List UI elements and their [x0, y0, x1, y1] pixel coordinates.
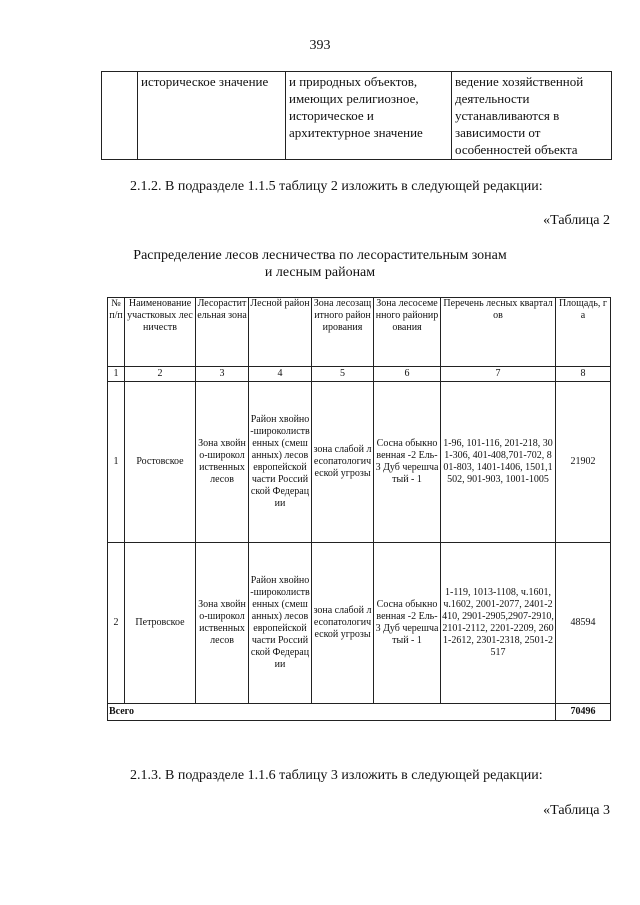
column-number: 4 — [249, 367, 312, 382]
paragraph-2-1-3: 2.1.3. В подразделе 1.1.6 таблицу 3 изложить в следующей редакции: — [130, 768, 543, 783]
header-cell: Наименование участковых лесничеств — [125, 298, 196, 367]
column-number: 8 — [556, 367, 611, 382]
vegetation-zone: Зона хвойно-широколиственных лесов — [196, 543, 249, 704]
row-number: 1 — [108, 382, 125, 543]
table-cell: историческое значение — [138, 72, 286, 160]
table-3-label: «Таблица 3 — [543, 803, 610, 818]
protection-zone: зона слабой лесопатологической угрозы — [312, 543, 374, 704]
header-cell: № п/п — [108, 298, 125, 367]
table-row — [108, 543, 611, 704]
total-label: Всего — [108, 704, 556, 721]
continued-table — [101, 71, 612, 160]
forestry-name: Петровское — [125, 543, 196, 704]
table-cell: ведение хозяйственной деятельности устанавливаются в зависимости от особенностей объекта — [452, 72, 612, 160]
header-cell: Лесной район — [249, 298, 312, 367]
header-cell: Зона лесосеменного районирования — [374, 298, 441, 367]
header-cell: Лесорастительная зона — [196, 298, 249, 367]
row-number: 2 — [108, 543, 125, 704]
page-number: 393 — [309, 38, 331, 53]
column-number: 5 — [312, 367, 374, 382]
table-cell: и природных объектов, имеющих религиозное, историческое и архитектурное значение — [286, 72, 452, 160]
column-number: 3 — [196, 367, 249, 382]
header-cell: Перечень лесных кварталов — [441, 298, 556, 367]
table-row — [102, 72, 612, 160]
area-value: 21902 — [556, 382, 611, 543]
header-cell: Зона лесозащитного районирования — [312, 298, 374, 367]
caption-line-1: Распределение лесов лесничества по лесорастительным зонам — [133, 248, 507, 263]
paragraph-2-1-2: 2.1.2. В подразделе 1.1.5 таблицу 2 изложить в следующей редакции: — [130, 179, 543, 194]
table-2-label: «Таблица 2 — [543, 213, 610, 228]
forest-distribution-table — [107, 297, 611, 721]
protection-zone: зона слабой лесопатологической угрозы — [312, 382, 374, 543]
table-row — [108, 382, 611, 543]
table-cell — [102, 72, 138, 160]
column-number: 7 — [441, 367, 556, 382]
forest-district: Район хвойно-широколиственных (смешанных) лесов европейской части Российской Федерации — [249, 543, 312, 704]
quarters-list: 1-119, 1013-1108, ч.1601, ч.1602, 2001-2077, 2401-2410, 2901-2905,2907-2910, 2101-2112, 2201-2209, 2601-2612, 2301-2318, 2501-2517 — [441, 543, 556, 704]
seed-zone: Сосна обыкновенная -2 Ель-3 Дуб черешчатый - 1 — [374, 382, 441, 543]
forestry-name: Ростовское — [125, 382, 196, 543]
header-cell: Площадь, га — [556, 298, 611, 367]
forest-district: Район хвойно-широколиственных (смешанных) лесов европейской части Российской Федерации — [249, 382, 312, 543]
table-caption — [110, 247, 530, 281]
caption-line-2: и лесным районам — [264, 265, 376, 280]
quarters-list: 1-96, 101-116, 201-218, 301-306, 401-408,701-702, 801-803, 1401-1406, 1501,1502, 901-903, 1001-1005 — [441, 382, 556, 543]
header-row — [108, 298, 611, 367]
vegetation-zone: Зона хвойно-широколиственных лесов — [196, 382, 249, 543]
total-value: 70496 — [556, 704, 611, 721]
seed-zone: Сосна обыкновенная -2 Ель-3 Дуб черешчатый - 1 — [374, 543, 441, 704]
column-number: 6 — [374, 367, 441, 382]
column-number: 2 — [125, 367, 196, 382]
area-value: 48594 — [556, 543, 611, 704]
column-number: 1 — [108, 367, 125, 382]
column-number-row — [108, 367, 611, 382]
total-row — [108, 704, 611, 721]
